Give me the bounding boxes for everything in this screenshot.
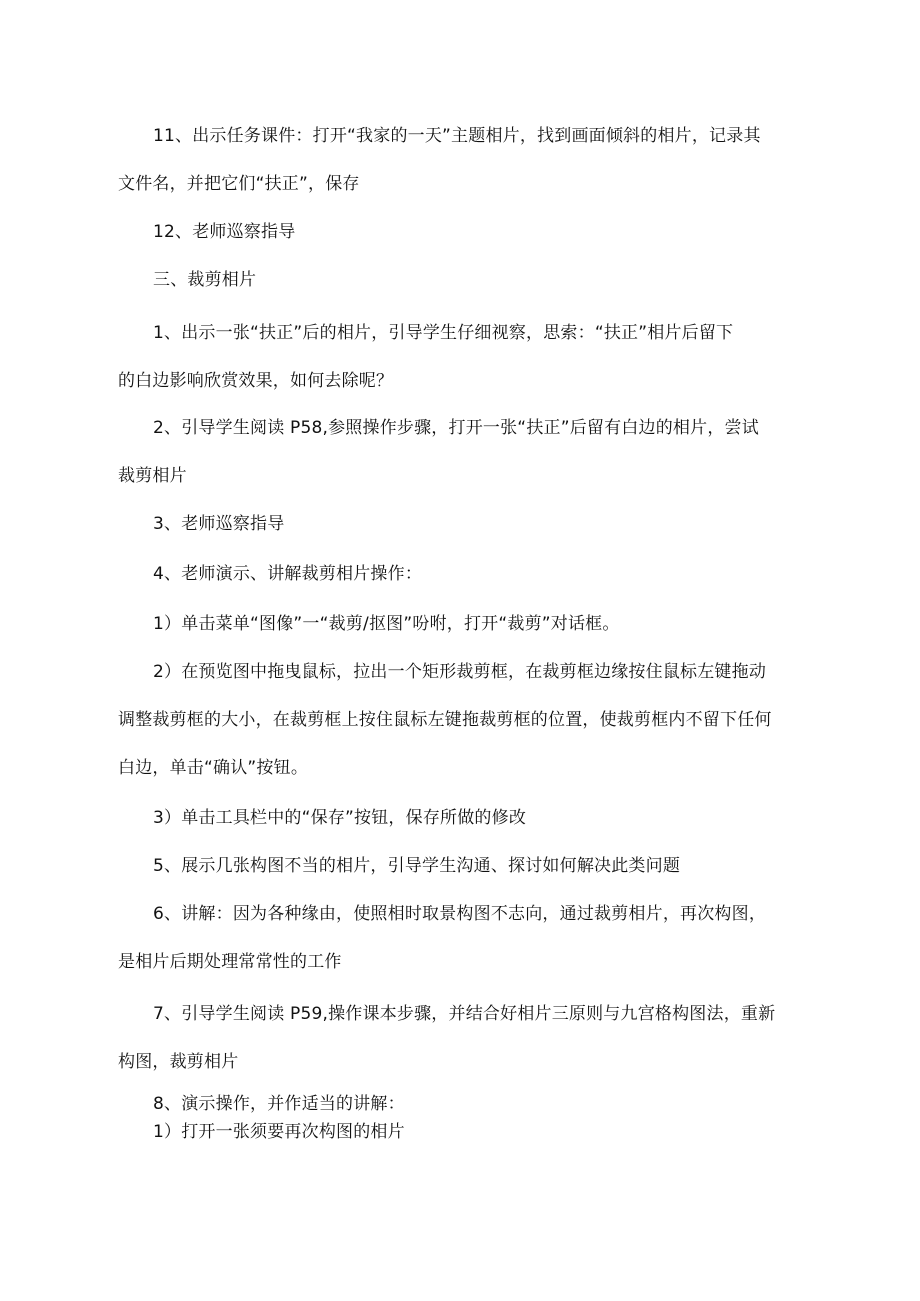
paragraph-step-2 <box>118 404 818 500</box>
text-line: 6、讲解：因为各种缘由，使照相时取景构图不志向，通过裁剪相片，再次构图， <box>153 904 767 924</box>
paragraph-step-4 <box>118 550 818 598</box>
text-line: 是相片后期处理常常性的工作 <box>118 952 342 972</box>
paragraph-step-8-1 <box>118 1118 818 1146</box>
text-line: 5、展示几张构图不当的相片，引导学生沟通、探讨如何解决此类问题 <box>153 856 681 876</box>
text-line: 调整裁剪框的大小，在裁剪框上按住鼠标左键拖裁剪框的位置，使裁剪框内不留下任何 <box>118 710 772 730</box>
text-line: 构图，裁剪相片 <box>118 1052 239 1072</box>
text-line: 11、出示任务课件：打开“我家的一天”主题相片，找到画面倾斜的相片，记录其 <box>153 126 761 146</box>
paragraph-step-5 <box>118 842 818 890</box>
paragraph-step-3 <box>118 500 818 548</box>
text-line: 白边，单击“确认”按钮。 <box>118 758 309 778</box>
paragraph-step-1 <box>118 309 818 405</box>
text-line: 1）单击菜单“图像”一“裁剪/抠图”吩咐，打开“裁剪”对话框。 <box>153 614 620 634</box>
paragraph-step-4-3 <box>118 794 818 842</box>
text-line: 8、演示操作，并作适当的讲解： <box>153 1094 405 1114</box>
paragraph-step-6 <box>118 890 818 986</box>
text-line: 1）打开一张须要再次构图的相片 <box>153 1122 405 1142</box>
paragraph-step-8 <box>118 1090 818 1118</box>
text-line: 文件名，并把它们“扶正”，保存 <box>118 174 360 194</box>
text-line: 三、裁剪相片 <box>153 270 257 290</box>
paragraph-step-4-2 <box>118 648 818 792</box>
section-heading-crop-photos <box>118 256 818 304</box>
paragraph-step-4-1 <box>118 600 818 648</box>
text-line: 7、引导学生阅读 P59,操作课本步骤，并结合好相片三原则与九宫格构图法，重新 <box>153 1004 776 1024</box>
paragraph-item-11 <box>118 112 818 208</box>
text-line: 4、老师演示、讲解裁剪相片操作： <box>153 564 423 584</box>
paragraph-item-12 <box>118 208 818 256</box>
paragraph-step-7 <box>118 990 818 1086</box>
text-line: 3、老师巡察指导 <box>153 514 285 534</box>
text-line: 1、出示一张“扶正”后的相片，引导学生仔细视察，思索：“扶正”相片后留下 <box>153 323 734 343</box>
text-line: 2）在预览图中拖曳鼠标，拉出一个矩形裁剪框，在裁剪框边缘按住鼠标左键拖动 <box>153 662 767 682</box>
text-line: 12、老师巡察指导 <box>153 222 296 242</box>
text-line: 2、引导学生阅读 P58,参照操作步骤，打开一张“扶正”后留有白边的相片，尝试 <box>153 418 759 438</box>
text-line: 的白边影响欣赏效果，如何去除呢？ <box>118 371 394 391</box>
text-line: 3）单击工具栏中的“保存”按钮，保存所做的修改 <box>153 808 527 828</box>
text-line: 裁剪相片 <box>118 466 187 486</box>
